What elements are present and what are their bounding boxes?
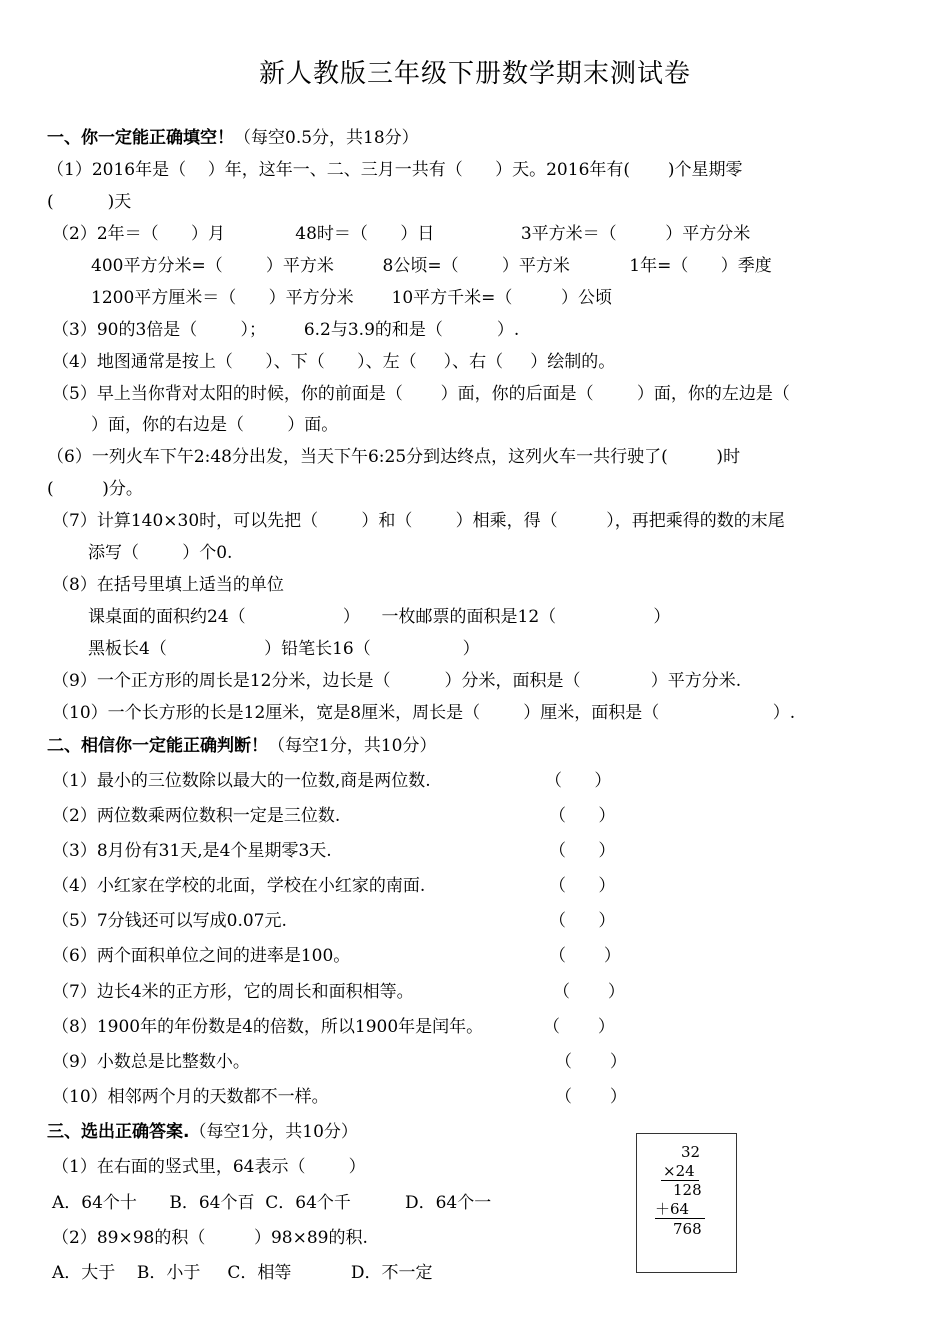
judge-item-blank: （ ） bbox=[545, 771, 612, 791]
judge-item-blank: （ ） bbox=[549, 841, 616, 861]
q1-7-line1: （7）计算140×30时，可以先把（ ）和（ ）相乘，得（ ），再把乘得的数的末尾 bbox=[52, 511, 785, 531]
q1-2-line3: 1200平方厘米＝（ ）平方分米 10平方千米=（ ）公顷 bbox=[91, 288, 613, 308]
vertical-calculation-box bbox=[636, 1133, 737, 1273]
q1-6-line1: （6）一列火车下午2:48分出发，当天下午6:25分到达终点，这列火车一共行驶了( )时 bbox=[47, 447, 741, 467]
q1-7-line2: 添写（ ）个0. bbox=[88, 543, 233, 563]
q1-2-line1: （2）2年＝（ ）月 48时＝（ ）日 3平方米＝（ ）平方分米 bbox=[52, 224, 751, 244]
calc-multiplier: ×24 bbox=[663, 1162, 695, 1180]
judge-item-text: （4）小红家在学校的北面，学校在小红家的南面. bbox=[52, 876, 426, 896]
section1-heading: 一、你一定能正确填空！ bbox=[47, 128, 234, 148]
judge-item-blank: （ ） bbox=[549, 806, 616, 826]
judge-item-text: （6）两个面积单位之间的进率是100。 bbox=[52, 946, 351, 966]
section2-heading: 二、相信你一定能正确判断！ bbox=[47, 736, 268, 756]
judge-item-blank: （ ） bbox=[555, 1052, 627, 1072]
q1-4: （4）地图通常是按上（ ）、下（ ）、左（ ）、右（ ）绘制的。 bbox=[52, 352, 616, 372]
judge-item-blank: （ ） bbox=[553, 982, 625, 1002]
q3-2: （2）89×98的积（ ）98×89的积. bbox=[52, 1228, 368, 1248]
q1-1-line1: （1）2016年是（ ）年，这年一、二、三月一共有（ ）天。2016年有( )个星期零 bbox=[47, 160, 743, 180]
page-title: 新人教版三年级下册数学期末测试卷 bbox=[258, 59, 691, 89]
section2-header bbox=[47, 736, 436, 756]
q1-2-line2: 400平方分米=（ ）平方米 8公顷=（ ）平方米 1年=（ ）季度 bbox=[91, 256, 772, 276]
section3-heading: 三、选出正确答案. bbox=[47, 1122, 190, 1142]
judge-item-text: （2）两位数乘两位数积一定是三位数. bbox=[52, 806, 341, 826]
judge-item-blank: （ ） bbox=[549, 876, 616, 896]
judge-item-text: （5）7分钱还可以写成0.07元. bbox=[52, 911, 287, 931]
q1-8-heading: （8）在括号里填上适当的单位 bbox=[52, 575, 284, 595]
calc-result: 768 bbox=[673, 1220, 702, 1238]
judge-item-text: （3）8月份有31天,是4个星期零3天. bbox=[52, 841, 332, 861]
judge-item-blank: （ ） bbox=[549, 946, 621, 966]
judge-item-blank: （ ） bbox=[543, 1017, 615, 1037]
calc-underline bbox=[655, 1218, 705, 1219]
q1-8-line2: 黑板长4（ ）铅笔长16（ ） bbox=[88, 639, 480, 659]
section1-header bbox=[47, 128, 419, 148]
q1-9: （9）一个正方形的周长是12分米，边长是（ ）分米，面积是（ ）平方分米. bbox=[52, 671, 742, 691]
judge-item-text: （7）边长4米的正方形，它的周长和面积相等。 bbox=[52, 982, 414, 1002]
q3-1-options: A．64个十 B．64个百 C．64个千 D．64个一 bbox=[52, 1193, 492, 1213]
judge-item-text: （9）小数总是比整数小。 bbox=[52, 1052, 250, 1072]
q3-1: （1）在右面的竖式里，64表示（ ） bbox=[52, 1157, 366, 1177]
judge-item-blank: （ ） bbox=[549, 911, 616, 931]
q1-8-line1: 课桌面的面积约24（ ） 一枚邮票的面积是12（ ） bbox=[88, 607, 671, 627]
calc-partial-product-2: ＋64 bbox=[655, 1200, 690, 1218]
section1-note: （每空0.5分，共18分） bbox=[234, 128, 419, 148]
q1-6-line2: ( )分。 bbox=[47, 479, 143, 499]
section3-note: （每空1分，共10分） bbox=[189, 1122, 358, 1142]
section2-note: （每空1分，共10分） bbox=[268, 736, 437, 756]
judge-item-text: （8）1900年的年份数是4的倍数，所以1900年是闰年。 bbox=[52, 1017, 484, 1037]
judge-item-text: （10）相邻两个月的天数都不一样。 bbox=[52, 1087, 329, 1107]
q1-1-line2: ( )天 bbox=[47, 192, 132, 212]
q1-5-line1: （5）早上当你背对太阳的时候，你的前面是（ ）面，你的后面是（ ）面，你的左边是（ bbox=[52, 384, 790, 404]
judge-item-text: （1）最小的三位数除以最大的一位数,商是两位数. bbox=[52, 771, 431, 791]
judge-item-blank: （ ） bbox=[555, 1087, 627, 1107]
q1-3: （3）90的3倍是（ ）； 6.2与3.9的和是（ ）. bbox=[52, 320, 520, 340]
calc-top-number: 32 bbox=[681, 1143, 701, 1161]
section3-header bbox=[47, 1122, 358, 1142]
q3-2-options: A．大于 B．小于 C．相等 D．不一定 bbox=[52, 1263, 433, 1283]
calc-partial-product-1: 128 bbox=[673, 1181, 702, 1199]
q1-10: （10）一个长方形的长是12厘米，宽是8厘米，周长是（ ）厘米，面积是（ ）. bbox=[52, 703, 796, 723]
q1-5-line2: ）面，你的右边是（ ）面。 bbox=[91, 415, 339, 435]
